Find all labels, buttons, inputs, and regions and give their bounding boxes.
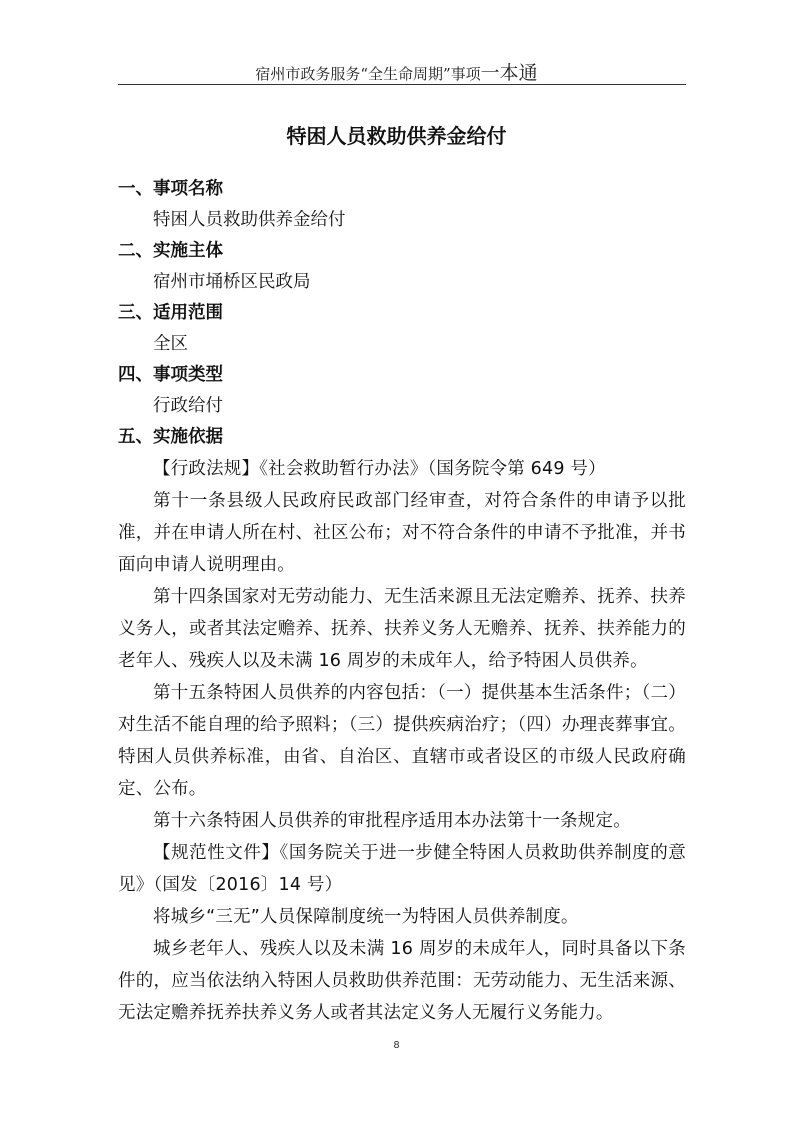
- header-text: 宿州市政务服务“全生命周期”事项: [255, 65, 481, 83]
- document-title: 特困人员救助供养金给付: [286, 124, 507, 148]
- section-title-implementer: 二、实施主体: [118, 241, 223, 261]
- section-title-item-name: 一、事项名称: [118, 179, 223, 199]
- header-rule: [118, 84, 686, 85]
- paragraph-article-15: 第十五条特困人员供养的内容包括：（一）提供基本生活条件；（二）对生活不能自理的给予照料；（三）提供疾病治疗；（四）办理丧葬事宜。特困人员供养标准，由省、自治区、直辖市或者设区的市级人民政府确定、公布。: [118, 683, 686, 799]
- paragraph-eligibility: 城乡老年人、残疾人以及未满 16 周岁的未成年人，同时具备以下条件的，应当依法纳入特困人员救助供养范围：无劳动能力、无生活来源、无法定赡养抚养扶养义务人或者其法定义务人无履行义务能力。: [118, 939, 686, 1023]
- page-header: [0, 58, 793, 85]
- section-title-basis: 五、实施依据: [118, 427, 223, 447]
- section-value-item-name: 特困人员救助供养金给付: [153, 210, 346, 230]
- page-number: 8: [393, 1040, 400, 1051]
- paragraph-article-11: 第十一条县级人民政府民政部门经审查，对符合条件的申请予以批准，并在申请人所在村、社区公布；对不符合条件的申请不予批准，并书面向申请人说明理由。: [118, 491, 686, 575]
- paragraph-article-14: 第十四条国家对无劳动能力、无生活来源且无法定赡养、抚养、扶养义务人，或者其法定赡养、抚养、扶养义务人无赡养、抚养、扶养能力的老年人、残疾人以及未满 16 周岁的未成年人，给予特困人员供养。: [118, 587, 686, 671]
- paragraph-article-16: 第十六条特困人员供养的审批程序适用本办法第十一条规定。: [153, 811, 631, 831]
- header-text-large: 一本通: [480, 62, 538, 84]
- section-title-scope: 三、适用范围: [118, 303, 223, 323]
- section-title-type: 四、事项类型: [118, 365, 223, 385]
- section-value-implementer: 宿州市埇桥区民政局: [153, 272, 311, 292]
- paragraph-regulation: 【行政法规】《社会救助暂行办法》（国务院令第 649 号）: [153, 459, 606, 479]
- section-value-scope: 全区: [153, 334, 188, 354]
- paragraph-unification: 将城乡“三无”人员保障制度统一为特困人员供养制度。: [153, 907, 579, 927]
- paragraph-normative-doc: 【规范性文件】《国务院关于进一步健全特困人员救助供养制度的意见》（国发〔2016〕14 号）: [118, 843, 686, 895]
- document-body: [118, 174, 686, 1029]
- section-value-type: 行政给付: [153, 396, 223, 416]
